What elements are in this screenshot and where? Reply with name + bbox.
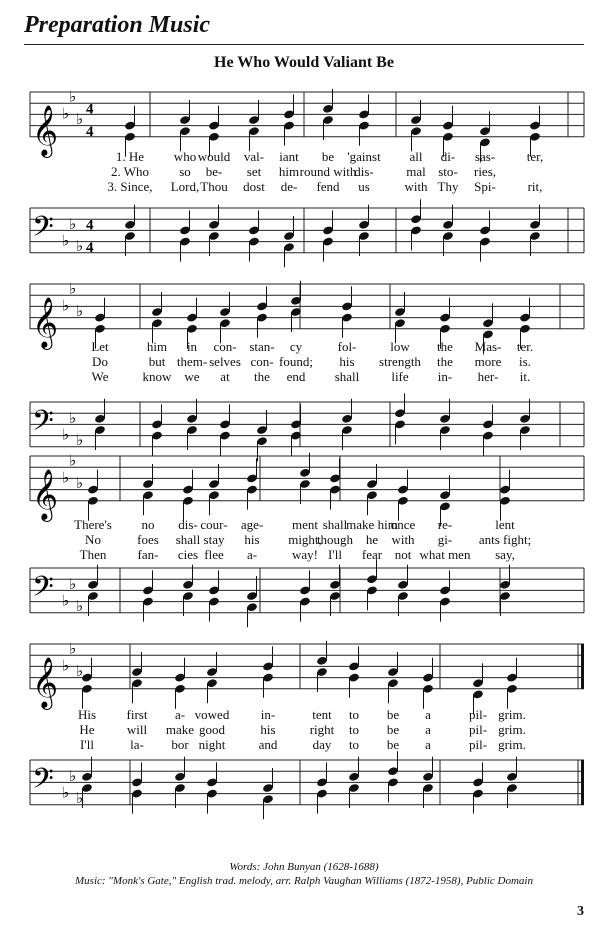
hymn-title: He Who Would Valiant Be [214,54,394,71]
flat-sign: ♭ [76,662,84,680]
lyric-syllable: the [254,369,270,384]
lyric-syllable: might, [288,532,322,547]
time-signature-top: 4 [86,217,94,234]
lyric-syllable: with [391,532,415,547]
lyric-syllable: know [142,369,172,384]
lyric-syllable: round with [299,164,357,179]
lyric-syllable: right [309,722,335,737]
lyric-syllable: fan- [137,547,159,562]
lyric-syllable: a [425,722,431,737]
lyric-syllable: Thou [200,179,228,194]
lyric-syllable: what men [419,547,471,562]
lyric-syllable: stay [203,532,225,547]
time-signature-bottom: 4 [86,239,94,256]
flat-sign: ♭ [62,296,70,315]
lyric-syllable: his [339,354,355,369]
lyric-syllable: him [278,164,300,179]
flat-sign: ♭ [76,597,84,616]
lyric-syllable: a [425,707,431,722]
time-signature-top: 4 [86,101,94,118]
flat-sign: ♭ [62,468,70,487]
lyric-syllable: make him [346,517,398,532]
lyric-syllable: His [77,707,97,722]
lyric-syllable: Do [92,354,108,369]
lyric-syllable: mal [406,164,426,179]
lyric-syllable: to [348,722,360,737]
flat-sign: ♭ [62,783,70,802]
lyric-syllable: make [165,722,195,737]
lyric-syllable: shall [334,369,360,384]
lyric-syllable: Let [91,339,109,354]
lyric-syllable: dis- [178,517,198,532]
flat-sign: ♭ [76,302,84,320]
flat-sign: ♭ [69,279,77,298]
lyric-syllable: day [312,737,332,752]
lyric-syllable: dis- [354,164,374,179]
treble-clef: 𝄞 [32,104,59,156]
lyric-syllable: though [316,532,354,547]
lyric-syllable: be- [205,164,223,179]
lyric-syllable: 2. Who [110,164,150,179]
flat-sign: ♭ [69,87,77,106]
lyric-syllable: dost [243,179,265,194]
credits [0,860,608,888]
lyric-syllable: end [286,369,306,384]
music-credit: Music: "Monk's Gate," English trad. melody, arr. Ralph Vaughan Williams (1872-1958), Public Domain [75,875,533,887]
flat-sign: ♭ [76,237,84,256]
lyric-syllable: cy [289,339,303,354]
lyric-syllable: re- [437,517,453,532]
flat-sign: ♭ [62,425,70,444]
lyric-syllable: her- [477,369,499,384]
lyric-syllable: way! [292,547,318,562]
lyric-syllable: 3. Since, [107,179,153,194]
lyric-syllable: first [126,707,148,722]
lyric-syllable: once [390,517,416,532]
lyric-syllable: be [386,707,400,722]
flat-sign: ♭ [69,451,77,470]
lyric-syllable: He [79,722,95,737]
lyric-syllable: more [474,354,502,369]
bass-clef: 𝄢 [32,570,54,611]
lyric-syllable: We [91,369,109,384]
bass-clef: 𝄢 [32,762,54,803]
lyric-syllable: his [244,532,260,547]
lyric-syllable: selves [209,354,241,369]
lyric-syllable: with [404,179,428,194]
lyric-syllable: be [321,149,335,164]
lyric-syllable: in- [260,707,276,722]
lyric-syllable: sas- [474,149,496,164]
flat-sign: ♭ [62,656,70,675]
lyric-syllable: his [260,722,276,737]
flat-sign: ♭ [69,639,77,658]
lyric-syllable: to [348,737,360,752]
lyric-syllable: ter, [526,149,544,164]
lyric-syllable: so [179,164,191,179]
lyric-syllable: con- [213,339,237,354]
lyric-syllable: Then [79,547,107,562]
page-number: 3 [577,904,584,919]
flat-sign: ♭ [69,408,77,427]
lyric-syllable: Spi- [474,179,496,194]
lyric-syllable: No [85,532,101,547]
lyric-syllable: Mas- [474,339,502,354]
lyric-syllable: con- [250,354,274,369]
treble-clef: 𝄞 [32,656,59,708]
lyric-syllable: say, [495,547,515,562]
lyric-syllable: set [246,164,262,179]
lyric-syllable: a [425,737,431,752]
flat-sign: ♭ [76,789,84,808]
lyric-syllable: him [146,339,168,354]
lyric-syllable: pil- [468,737,488,752]
flat-sign: ♭ [69,574,77,593]
lyric-syllable: the [437,354,453,369]
lyric-syllable: I'll [328,547,342,562]
lyric-syllable: foes [137,532,159,547]
time-signature-bottom: 4 [86,123,94,140]
lyric-syllable: stan- [249,339,275,354]
lyric-syllable: shall [322,517,348,532]
lyric-syllable: rit, [527,179,543,194]
lyric-syllable: grim. [498,737,526,752]
lyric-syllable: us [358,179,370,194]
lyric-syllable: a- [174,707,186,722]
lyric-syllable: we [184,369,200,384]
lyric-syllable: Thy [437,179,459,194]
lyric-syllable: a- [246,547,258,562]
flat-sign: ♭ [76,110,84,128]
flat-sign: ♭ [76,474,84,492]
lyric-syllable: night [198,737,226,752]
flat-sign: ♭ [69,766,77,785]
words-credit: Words: John Bunyan (1628-1688) [229,861,379,873]
lyric-syllable: would [197,149,231,164]
lyric-syllable: fol- [337,339,357,354]
treble-clef: 𝄞 [32,468,59,520]
lyric-syllable: 'gainst [347,149,381,164]
lyric-syllable: is. [519,354,531,369]
lyric-syllable: fend [316,179,340,194]
lyric-syllable: good [199,722,225,737]
flat-sign: ♭ [62,231,70,250]
lyric-syllable: sto- [438,164,458,179]
lyric-syllable: I'll [80,737,94,752]
lyric-syllable: but [148,354,166,369]
lyric-syllable: flee [204,547,224,562]
lyric-syllable: 1. He [115,149,145,164]
lyric-syllable: Lord, [170,179,200,194]
lyric-syllable: There's [74,517,112,532]
lyric-syllable: to [348,707,360,722]
lyric-syllable: be [386,737,400,752]
lyric-syllable: ter. [516,339,534,354]
flat-sign: ♭ [62,104,70,123]
lyric-syllable: in- [437,369,453,384]
lyric-syllable: them- [176,354,208,369]
lyric-syllable: gi- [437,532,453,547]
lyric-syllable: at [220,369,230,384]
lyric-syllable: val- [243,149,265,164]
lyric-syllable: ment [292,517,318,532]
lyric-syllable: life [391,369,409,384]
lyric-syllable: fear [361,547,383,562]
lyric-syllable: in [186,339,198,354]
lyric-syllable: strength [379,354,421,369]
treble-clef: 𝄞 [32,296,59,348]
lyric-syllable: cies [177,547,199,562]
lyric-syllable: bor [171,737,189,752]
lyric-syllable: the [437,339,453,354]
lyric-syllable: be [386,722,400,737]
lyric-syllable: de- [280,179,298,194]
lyric-syllable: and [258,737,278,752]
lyric-syllable: not [394,547,412,562]
bass-clef: 𝄢 [32,404,54,445]
lyric-syllable: low [390,339,410,354]
lyric-syllable: la- [130,737,144,752]
lyric-syllable: no [141,517,155,532]
bass-clef: 𝄢 [32,210,54,251]
lyric-syllable: he [365,532,379,547]
lyric-syllable: will [126,722,148,737]
lyric-syllable: who [173,149,197,164]
lyric-syllable: grim. [498,707,526,722]
lyric-syllable: age- [240,517,264,532]
lyric-syllable: vowed [194,707,230,722]
lyric-syllable: all [409,149,423,164]
lyric-syllable: found; [279,354,313,369]
flat-sign: ♭ [76,431,84,450]
lyric-syllable: pil- [468,707,488,722]
lyric-syllable: iant [279,149,299,164]
lyric-syllable: shall [175,532,201,547]
lyric-syllable: pil- [468,722,488,737]
flat-sign: ♭ [69,214,77,233]
lyric-syllable: it. [519,369,531,384]
lyric-syllable: lent [495,517,515,532]
lyric-syllable: ants fight; [478,532,532,547]
lyric-syllable: tent [312,707,332,722]
lyric-syllable: grim. [498,722,526,737]
section-heading: Preparation Music [24,12,211,38]
lyric-syllable: cour- [200,517,228,532]
lyric-syllable: ries, [473,164,497,179]
lyric-syllable: di- [440,149,456,164]
flat-sign: ♭ [62,591,70,610]
